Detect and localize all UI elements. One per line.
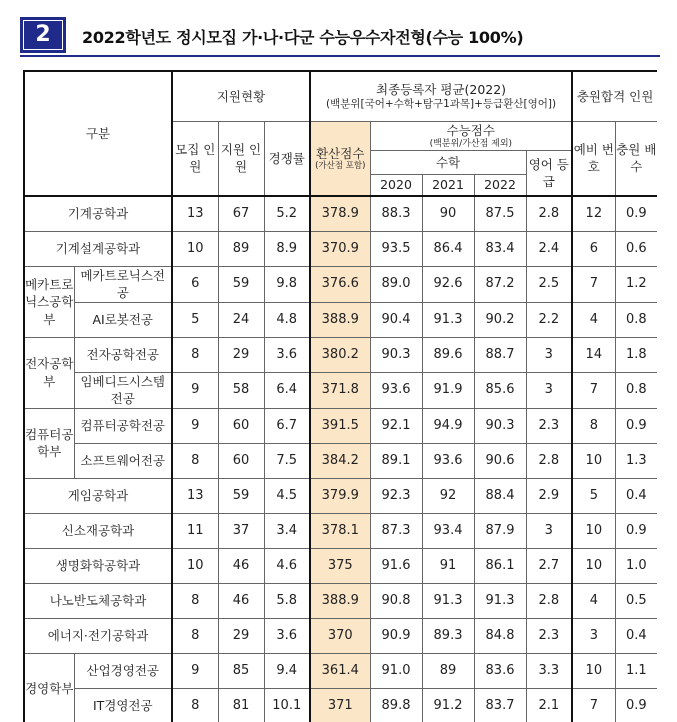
cell-applicants: 59 xyxy=(218,478,264,513)
cell-reserve: 4 xyxy=(572,583,615,618)
cell-multiple: 0.8 xyxy=(615,372,657,408)
cell-applicants: 29 xyxy=(218,337,264,372)
dept-name: 메카트로닉스전공 xyxy=(74,266,172,302)
cell-score: 378.1 xyxy=(310,513,370,548)
suneung-label: 수능점수 xyxy=(446,122,495,138)
cell-applicants: 60 xyxy=(218,408,264,443)
header-converted-score xyxy=(310,121,370,196)
cell-applicants: 58 xyxy=(218,372,264,408)
table-row xyxy=(24,231,657,266)
cell-applicants: 67 xyxy=(218,196,264,231)
cell-quota: 8 xyxy=(172,618,218,653)
header-apply-status: 지원현황 xyxy=(172,71,310,121)
cell-math-2021: 92.6 xyxy=(422,266,474,302)
dept-name: 기계공학과 xyxy=(24,196,172,231)
cell-quota: 5 xyxy=(172,302,218,337)
cell-score: 378.9 xyxy=(310,196,370,231)
cell-quota: 8 xyxy=(172,443,218,478)
cell-math-2020: 89.8 xyxy=(370,688,422,722)
cell-math-2021: 91 xyxy=(422,548,474,583)
cell-multiple: 1.3 xyxy=(615,443,657,478)
cell-multiple: 0.4 xyxy=(615,478,657,513)
cell-math-2021: 91.3 xyxy=(422,583,474,618)
cell-score: 371 xyxy=(310,688,370,722)
cell-math-2022: 91.3 xyxy=(474,583,526,618)
cell-math-2020: 93.6 xyxy=(370,372,422,408)
cell-ratio: 4.6 xyxy=(264,548,310,583)
header-year-2022: 2022 xyxy=(474,174,526,196)
cell-multiple: 0.5 xyxy=(615,583,657,618)
cell-ratio: 3.6 xyxy=(264,337,310,372)
cell-score: 388.9 xyxy=(310,583,370,618)
cell-applicants: 81 xyxy=(218,688,264,722)
dept-name: 소프트웨어전공 xyxy=(74,443,172,478)
cell-reserve: 10 xyxy=(572,513,615,548)
cell-quota: 9 xyxy=(172,408,218,443)
dept-name: 나노반도체공학과 xyxy=(24,583,172,618)
cell-ratio: 4.8 xyxy=(264,302,310,337)
cell-applicants: 46 xyxy=(218,548,264,583)
table-row xyxy=(24,408,657,443)
cell-reserve: 3 xyxy=(572,618,615,653)
cell-ratio: 6.4 xyxy=(264,372,310,408)
cell-multiple: 0.8 xyxy=(615,302,657,337)
table-row xyxy=(24,478,657,513)
cell-math-2021: 89 xyxy=(422,653,474,688)
cell-quota: 8 xyxy=(172,688,218,722)
table-row xyxy=(24,548,657,583)
cell-score: 375 xyxy=(310,548,370,583)
cell-math-2020: 92.3 xyxy=(370,478,422,513)
cell-applicants: 89 xyxy=(218,231,264,266)
cell-applicants: 46 xyxy=(218,583,264,618)
cell-score: 384.2 xyxy=(310,443,370,478)
table-row xyxy=(24,618,657,653)
cell-score: 379.9 xyxy=(310,478,370,513)
cell-math-2020: 91.6 xyxy=(370,548,422,583)
converted-score-label: 환산점수 xyxy=(316,145,365,161)
cell-english: 3 xyxy=(526,337,572,372)
table-row xyxy=(24,196,657,231)
cell-applicants: 85 xyxy=(218,653,264,688)
cell-english: 3.3 xyxy=(526,653,572,688)
dept-name: 생명화학공학과 xyxy=(24,548,172,583)
cell-english: 2.8 xyxy=(526,196,572,231)
cell-applicants: 29 xyxy=(218,618,264,653)
cell-multiple: 0.9 xyxy=(615,408,657,443)
cell-math-2022: 90.3 xyxy=(474,408,526,443)
cell-math-2020: 90.9 xyxy=(370,618,422,653)
dept-name: 기계설계공학과 xyxy=(24,231,172,266)
dept-name: 산업경영전공 xyxy=(74,653,172,688)
cell-math-2020: 88.3 xyxy=(370,196,422,231)
cell-english: 2.2 xyxy=(526,302,572,337)
cell-reserve: 14 xyxy=(572,337,615,372)
cell-english: 2.3 xyxy=(526,618,572,653)
cell-reserve: 10 xyxy=(572,653,615,688)
cell-quota: 8 xyxy=(172,337,218,372)
cell-ratio: 8.9 xyxy=(264,231,310,266)
cell-ratio: 9.8 xyxy=(264,266,310,302)
suneung-note: (백분위/가산점 제외) xyxy=(429,139,513,149)
cell-quota: 9 xyxy=(172,653,218,688)
header-extra-pass: 충원합격 인원 xyxy=(572,71,657,121)
cell-ratio: 3.4 xyxy=(264,513,310,548)
cell-math-2020: 89.0 xyxy=(370,266,422,302)
cell-english: 2.3 xyxy=(526,408,572,443)
cell-ratio: 5.2 xyxy=(264,196,310,231)
header-english: 영어 등급 xyxy=(526,150,572,196)
cell-english: 2.8 xyxy=(526,443,572,478)
cell-quota: 11 xyxy=(172,513,218,548)
cell-ratio: 4.5 xyxy=(264,478,310,513)
cell-math-2022: 84.8 xyxy=(474,618,526,653)
cell-reserve: 7 xyxy=(572,688,615,722)
group-name: 메카트로닉스공학부 xyxy=(24,266,74,337)
cell-math-2021: 91.2 xyxy=(422,688,474,722)
cell-math-2022: 88.4 xyxy=(474,478,526,513)
cell-math-2022: 86.1 xyxy=(474,548,526,583)
cell-quota: 8 xyxy=(172,583,218,618)
cell-multiple: 1.1 xyxy=(615,653,657,688)
cell-score: 370.9 xyxy=(310,231,370,266)
group-name: 경영학부 xyxy=(24,653,74,722)
cell-multiple: 1.8 xyxy=(615,337,657,372)
header-applicants: 지원 인원 xyxy=(218,121,264,196)
cell-english: 2.5 xyxy=(526,266,572,302)
cell-math-2022: 87.9 xyxy=(474,513,526,548)
final-average-title: 최종등록자 평균(2022) xyxy=(376,81,507,97)
cell-applicants: 59 xyxy=(218,266,264,302)
cell-ratio: 7.5 xyxy=(264,443,310,478)
header-final-average xyxy=(310,71,572,121)
cell-ratio: 10.1 xyxy=(264,688,310,722)
cell-math-2020: 90.4 xyxy=(370,302,422,337)
cell-reserve: 5 xyxy=(572,478,615,513)
dept-name: 전자공학전공 xyxy=(74,337,172,372)
cell-multiple: 0.4 xyxy=(615,618,657,653)
cell-math-2022: 83.6 xyxy=(474,653,526,688)
converted-score-note: (가산점 포함) xyxy=(315,161,366,172)
dept-name: 신소재공학과 xyxy=(24,513,172,548)
header-math: 수학 xyxy=(370,150,526,174)
table-row xyxy=(24,302,657,337)
cell-quota: 13 xyxy=(172,196,218,231)
cell-score: 371.8 xyxy=(310,372,370,408)
header-suneung xyxy=(370,121,572,150)
cell-multiple: 1.2 xyxy=(615,266,657,302)
section-header xyxy=(20,17,660,57)
cell-multiple: 0.6 xyxy=(615,231,657,266)
dept-name: IT경영전공 xyxy=(74,688,172,722)
cell-math-2021: 94.9 xyxy=(422,408,474,443)
admission-table-container xyxy=(23,70,657,722)
table-row xyxy=(24,266,657,302)
cell-english: 2.1 xyxy=(526,688,572,722)
cell-applicants: 37 xyxy=(218,513,264,548)
dept-name: 컴퓨터공학전공 xyxy=(74,408,172,443)
cell-math-2020: 87.3 xyxy=(370,513,422,548)
cell-applicants: 24 xyxy=(218,302,264,337)
cell-math-2021: 89.3 xyxy=(422,618,474,653)
cell-math-2021: 86.4 xyxy=(422,231,474,266)
group-name: 전자공학부 xyxy=(24,337,74,408)
group-name: 컴퓨터공학부 xyxy=(24,408,74,478)
final-average-subtitle: (백분위[국어+수학+탐구1과목]+등급환산[영어]) xyxy=(326,98,557,111)
cell-quota: 10 xyxy=(172,548,218,583)
header-ratio: 경쟁률 xyxy=(264,121,310,196)
table-row xyxy=(24,688,657,722)
cell-math-2021: 93.6 xyxy=(422,443,474,478)
cell-math-2020: 91.0 xyxy=(370,653,422,688)
cell-math-2022: 85.6 xyxy=(474,372,526,408)
cell-math-2022: 88.7 xyxy=(474,337,526,372)
cell-math-2022: 87.5 xyxy=(474,196,526,231)
cell-reserve: 10 xyxy=(572,443,615,478)
cell-reserve: 7 xyxy=(572,266,615,302)
cell-math-2022: 83.7 xyxy=(474,688,526,722)
cell-math-2021: 90 xyxy=(422,196,474,231)
table-row xyxy=(24,583,657,618)
cell-math-2021: 91.3 xyxy=(422,302,474,337)
header-year-2020: 2020 xyxy=(370,174,422,196)
cell-reserve: 4 xyxy=(572,302,615,337)
cell-math-2021: 91.9 xyxy=(422,372,474,408)
header-reserve: 예비 번호 xyxy=(572,121,615,196)
section-number: 2 xyxy=(35,22,51,47)
table-row xyxy=(24,513,657,548)
cell-ratio: 5.8 xyxy=(264,583,310,618)
header-quota: 모집 인원 xyxy=(172,121,218,196)
cell-score: 376.6 xyxy=(310,266,370,302)
cell-english: 3 xyxy=(526,372,572,408)
admission-table xyxy=(23,70,657,722)
cell-score: 380.2 xyxy=(310,337,370,372)
cell-math-2022: 87.2 xyxy=(474,266,526,302)
cell-ratio: 9.4 xyxy=(264,653,310,688)
table-row xyxy=(24,443,657,478)
cell-multiple: 1.0 xyxy=(615,548,657,583)
cell-math-2020: 90.3 xyxy=(370,337,422,372)
cell-reserve: 10 xyxy=(572,548,615,583)
cell-reserve: 8 xyxy=(572,408,615,443)
cell-math-2020: 89.1 xyxy=(370,443,422,478)
cell-math-2022: 83.4 xyxy=(474,231,526,266)
cell-quota: 9 xyxy=(172,372,218,408)
cell-math-2021: 89.6 xyxy=(422,337,474,372)
cell-quota: 10 xyxy=(172,231,218,266)
cell-english: 2.9 xyxy=(526,478,572,513)
table-row xyxy=(24,337,657,372)
header-fill-multiple: 충원 배수 xyxy=(615,121,657,196)
cell-math-2022: 90.6 xyxy=(474,443,526,478)
cell-quota: 6 xyxy=(172,266,218,302)
cell-score: 391.5 xyxy=(310,408,370,443)
cell-english: 2.7 xyxy=(526,548,572,583)
cell-multiple: 0.9 xyxy=(615,688,657,722)
cell-ratio: 3.6 xyxy=(264,618,310,653)
cell-reserve: 6 xyxy=(572,231,615,266)
cell-multiple: 0.9 xyxy=(615,196,657,231)
cell-multiple: 0.9 xyxy=(615,513,657,548)
table-row xyxy=(24,653,657,688)
cell-score: 388.9 xyxy=(310,302,370,337)
cell-english: 3 xyxy=(526,513,572,548)
cell-english: 2.4 xyxy=(526,231,572,266)
cell-math-2021: 92 xyxy=(422,478,474,513)
dept-name: 게임공학과 xyxy=(24,478,172,513)
dept-name: 임베디드시스템전공 xyxy=(74,372,172,408)
cell-applicants: 60 xyxy=(218,443,264,478)
page-title: 2022학년도 정시모집 가·나·다군 수능우수자전형(수능 100%) xyxy=(82,28,524,47)
cell-ratio: 6.7 xyxy=(264,408,310,443)
cell-score: 361.4 xyxy=(310,653,370,688)
table-row xyxy=(24,372,657,408)
cell-score: 370 xyxy=(310,618,370,653)
cell-math-2020: 90.8 xyxy=(370,583,422,618)
cell-math-2020: 92.1 xyxy=(370,408,422,443)
cell-quota: 13 xyxy=(172,478,218,513)
section-number-badge xyxy=(20,17,66,53)
cell-reserve: 12 xyxy=(572,196,615,231)
cell-math-2022: 90.2 xyxy=(474,302,526,337)
cell-english: 2.8 xyxy=(526,583,572,618)
dept-name: AI로봇전공 xyxy=(74,302,172,337)
cell-math-2020: 93.5 xyxy=(370,231,422,266)
cell-reserve: 7 xyxy=(572,372,615,408)
cell-math-2021: 93.4 xyxy=(422,513,474,548)
header-category: 구분 xyxy=(24,71,172,196)
dept-name: 에너지·전기공학과 xyxy=(24,618,172,653)
header-year-2021: 2021 xyxy=(422,174,474,196)
